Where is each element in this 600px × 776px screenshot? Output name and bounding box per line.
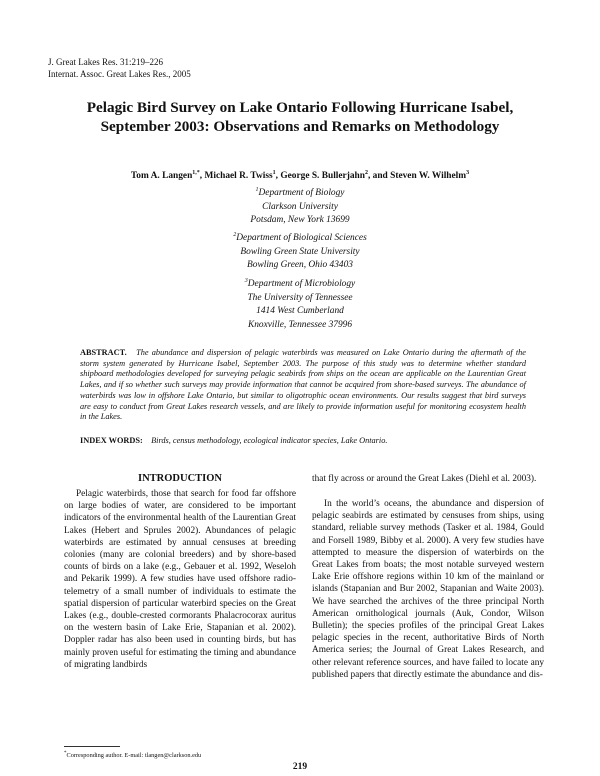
paper-title — [60, 98, 540, 136]
author-name: Tom A. Langen — [130, 171, 193, 182]
author-affiliation-mark: 3 — [466, 170, 470, 176]
footnote-mark: * — [64, 751, 67, 756]
affiliation-line: 1414 West Cumberland — [256, 306, 344, 317]
footnote — [64, 751, 201, 759]
body-paragraph-left: Pelagic waterbirds, those that search for food far offshore on large bodies of water, are considered to be important indicators of the environmental health of the Laurentian Great Lakes (Hebert and Sprules 2002). Abundances of pelagic waterbirds are estimated by annual censuses at breeding colonies (many are colonial breeders) and by shore-based counts of birds on a lake (e.g., Gebauer et al. 1992, Weseloh and Pekarik 1999). A few studies have used offshore radio-telemetry of a small number of individuals to estimate the spatial dispersion of particular waterbird species on the Great Lakes (e.g., double-crested cormorants Phalacrocorax auritus on the western basin of Lake Erie, Stapanian et al. 2002). Doppler radar has also been used in counting birds, but has mainly proven useful for estimating the timing and abundance of migrating landbirds — [64, 489, 296, 670]
abstract — [80, 348, 526, 423]
affiliation-2 — [60, 229, 540, 273]
affiliation-line: Knoxville, Tennessee 37996 — [247, 319, 353, 330]
affiliation-line: Department of Microbiology — [247, 279, 356, 290]
author-name: Steven W. Wilhelm — [390, 171, 467, 182]
title-line-2: September 2003: Observations and Remarks on Methodology — [100, 118, 500, 135]
section-heading-introduction: INTRODUCTION — [137, 473, 222, 484]
author-affiliation-mark: 1 — [272, 170, 276, 176]
title-line-1: Pelagic Bird Survey on Lake Ontario Following Hurricane Isabel, — [86, 99, 514, 116]
author-affiliation-mark: 2 — [364, 170, 368, 176]
affiliation-1 — [60, 184, 540, 228]
author-name: George S. Bullerjahn — [280, 171, 365, 182]
footnote-text: Corresponding author. E-mail: tlangen@clarkson.edu — [66, 752, 202, 760]
body-paragraph-continuation: that fly across or around the Great Lakes (Diehl et al. 2003). — [312, 474, 537, 484]
affiliation-line: Department of Biological Sciences — [236, 233, 367, 244]
journal-citation-line-1: J. Great Lakes Res. 31:219–226 — [48, 57, 163, 67]
abstract-label: ABSTRACT. — [80, 348, 127, 357]
page-number: 219 — [292, 762, 308, 772]
journal-citation-line-2: Internat. Assoc. Great Lakes Res., 2005 — [48, 69, 191, 79]
index-words-label: INDEX WORDS: — [80, 436, 143, 445]
abstract-text: The abundance and dispersion of pelagic waterbirds was measured on Lake Ontario during the aftermath of the storm system generated by Hurricane Isabel, September 2003. The purpose of this study was to determine whether standard shipboard methodologies developed for surveying pelagic seabirds from ships on the ocean are applicable on the Laurentian Great Lakes, and if so whether such surveys may provide information that cannot be acquired from shore-based surveys. The abundance of waterbirds was low in offshore Lake Ontario, but similar to oligotrophic ocean environments. Our results suggest that bird surveys are easy to conduct from Great Lakes research vessels, and are likely to provide information useful for monitoring ecosystem health in the Lakes. — [80, 348, 526, 422]
index-words-text: Birds, census methodology, ecological indicator species, Lake Ontario. — [151, 436, 388, 445]
affiliation-3 — [60, 275, 540, 332]
author-affiliation-mark: 1,* — [192, 170, 200, 176]
affiliation-line: Clarkson University — [262, 201, 338, 212]
affiliation-mark: 3 — [244, 278, 248, 284]
affiliation-line: Bowling Green State University — [240, 246, 360, 257]
affiliation-line: The University of Tennessee — [247, 292, 353, 303]
author-name: Michael R. Twiss — [204, 171, 273, 182]
affiliation-line: Potsdam, New York 13699 — [250, 215, 350, 226]
footnote-rule — [64, 746, 120, 747]
index-words — [80, 436, 526, 445]
body-paragraph-right: In the world’s oceans, the abundance and dispersion of pelagic seabirds are estimated by censuses from ships, using standard, reliable survey methods (Tasker et al. 1984, Gould and Forsell 1989, Bibby et al. 2000). A very few studies have attempted to measure the dispersion of waterbirds on the Great Lakes from boats; the most notable surveyed western Lake Erie offshore regions within 10 km of the mainland or islands (Stapanian and Bur 2002, Stapanian and Waite 2003). We have searched the archives of the three principal North American ornithological journals (Auk, Condor, Wilson Bulletin); the species profiles of the principal Great Lakes pelagic species in the recent, authoritative Birds of North America series; the Journal of Great Lakes Research, and other relevant reference sources, and have failed to locate any published papers that directly estimate the abundance and dis- — [312, 499, 544, 680]
affiliation-mark: 2 — [233, 232, 237, 238]
affiliation-line: Bowling Green, Ohio 43403 — [247, 260, 353, 271]
journal-citation — [48, 56, 191, 80]
author-list: Tom A. Langen$^{1,*}$, Michael R. Twiss$^1$, George S. Bullerjahn$^2$, and Steven W. Wilhelm$^3$ — [130, 170, 470, 182]
affiliation-mark: 1 — [255, 187, 259, 193]
affiliation-line: Department of Biology — [258, 188, 345, 199]
